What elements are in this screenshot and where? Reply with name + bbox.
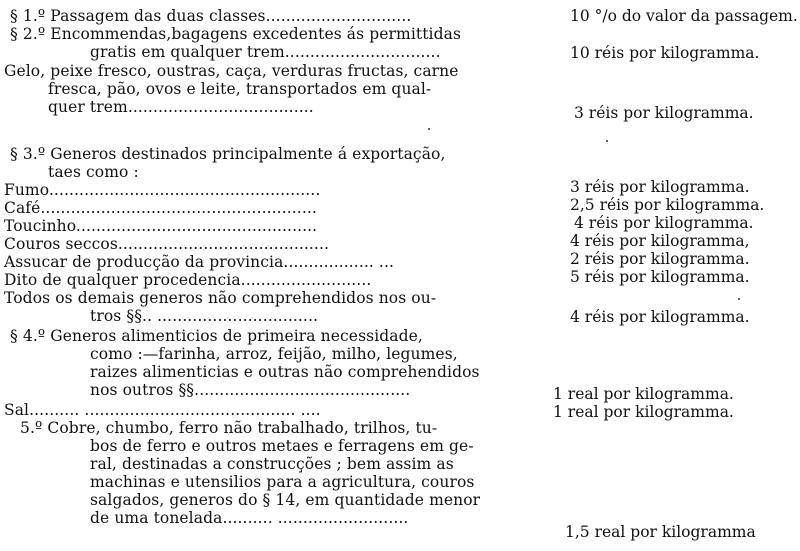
scan-speck [428,128,430,130]
item-2-encommendas: § 2.º Encommendas,bagagens excedentes ás permittidas [10,25,462,43]
item-5-heading: 5.º Cobre, chumbo, ferro não trabalhado, trilhos, tu- [20,419,438,437]
rate-encommendas: 10 réis por kilogramma. [570,44,760,62]
rate-toucinho: 4 réis por kilogramma. [574,214,754,232]
rate-cobre-chumbo: 1,5 real por kilogramma [565,523,756,541]
item-5-continuation-5: de uma tonelada.......... .......................... [90,509,409,527]
rate-sal: 1 real por kilogramma. [553,403,734,421]
item-cafe: Café....................................................... [4,199,317,217]
item-3-continuation: taes como : [48,163,139,181]
item-todos-continuation: tros §§.. ................................ [90,307,318,325]
rate-fumo: 3 réis por kilogramma. [570,178,750,196]
item-dito: Dito de qualquer procedencia.......................... [4,271,372,289]
item-4-continuation-1: como :—farinha, arroz, feijão, milho, legumes, [90,345,458,363]
item-sal: Sal.......... .......................................... .... [4,401,321,419]
rate-cafe: 2,5 réis por kilogramma. [570,196,765,214]
scan-speck [738,298,740,300]
item-gelo-continuation-2: quer trem..................................... [48,98,314,116]
item-4-heading: § 4.º Generos alimenticios de primeira necessidade, [10,327,423,345]
item-gelo: Gelo, peixe fresco, oustras, caça, verduras fructas, carne [4,62,459,80]
item-5-continuation-2: ral, destinadas a construcções ; bem assim as [90,455,454,473]
item-5-continuation-3: machinas e utensilios para a agricultura, couros [90,473,475,491]
scan-speck [606,140,608,142]
rate-passagem: 10 °/o do valor da passagem. [570,7,798,25]
item-3-heading: § 3.º Generos destinados principalmente á exportação, [10,145,446,163]
rate-assucar: 2 réis por kilogramma. [570,250,750,268]
item-1-passagem: § 1.º Passagem das duas classes............................. [10,7,412,25]
item-5-continuation-4: salgados, generos do § 14, em quantidade menor [90,491,481,509]
item-gelo-continuation-1: fresca, pão, ovos e leite, transportados em qual- [48,80,432,98]
item-5-continuation-1: bos de ferro e outros metaes e ferragens em ge- [90,437,474,455]
item-2-continuation: gratis em qualquer trem............................... [90,43,441,61]
rate-generos-alimenticios: 1 real por kilogramma. [553,385,734,403]
rate-gelo: 3 réis por kilogramma. [574,104,754,122]
item-assucar: Assucar de producção da provincia.................. ... [4,253,395,271]
item-couros-seccos: Couros seccos.......................................... [4,235,330,253]
item-todos-demais: Todos os demais generos não comprehendidos nos ou- [4,289,437,307]
item-fumo: Fumo...................................................... [4,181,321,199]
item-toucinho: Toucinho................................................ [4,217,318,235]
rate-dito: 5 réis por kilogramma. [570,268,750,286]
rate-todos-demais: 4 réis por kilogramma. [570,308,750,326]
item-4-continuation-2: raizes alimenticias e outras não comprehendidos [90,363,480,381]
item-4-continuation-3: nos outros §§........................................... [90,381,411,399]
rate-couros-seccos: 4 réis por kilogramma, [570,232,750,250]
